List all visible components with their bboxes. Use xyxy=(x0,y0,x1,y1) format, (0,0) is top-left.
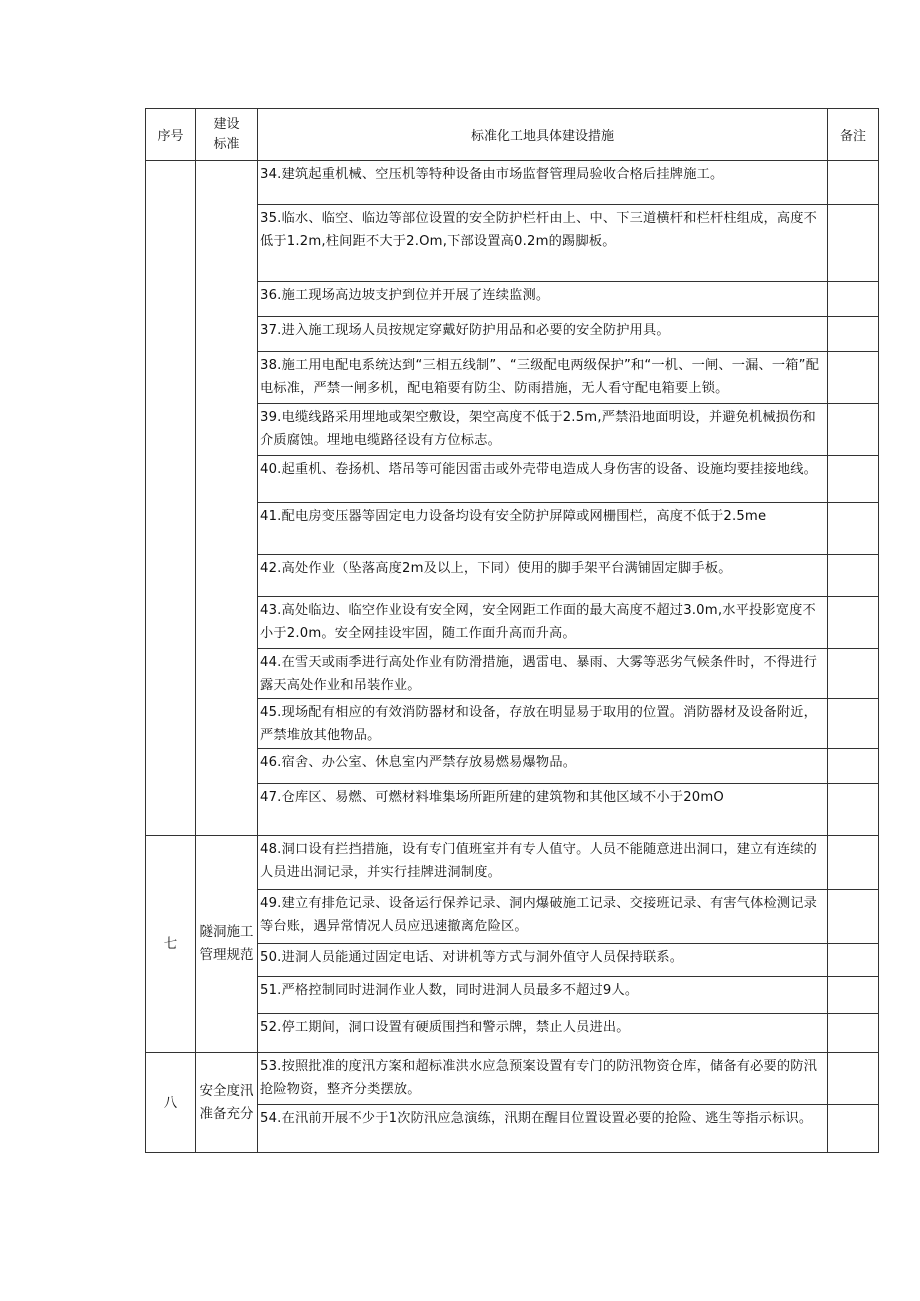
remarks-cell xyxy=(828,784,879,836)
header-standard: 建设 标准 xyxy=(196,109,258,161)
table-body xyxy=(146,161,879,1153)
remarks-cell xyxy=(828,205,879,282)
table-row xyxy=(146,161,879,205)
section-standard: 安全度汛准备充分 xyxy=(196,1053,258,1153)
measure-item: 43.高处临边、临空作业设有安全网，安全网距工作面的最大高度不超过3.0m,水平投影宽度不小于2.0m。安全网挂设牢固，随工作面升高而升高。 xyxy=(258,597,828,649)
measure-item: 37.进入施工现场人员按规定穿戴好防护用品和必要的安全防护用具。 xyxy=(258,317,828,352)
section-number: 八 xyxy=(146,1053,196,1153)
remarks-cell xyxy=(828,404,879,456)
measure-item: 45.现场配有相应的有效消防器材和设备，存放在明显易于取用的位置。消防器材及设备附近，严禁堆放其他物品。 xyxy=(258,699,828,749)
measures-table xyxy=(145,108,879,1153)
remarks-cell xyxy=(828,1105,879,1153)
remarks-cell xyxy=(828,161,879,205)
measure-item: 54.在汛前开展不少于1次防汛应急演练，汛期在醒目位置设置必要的抢险、逃生等指示标识。 xyxy=(258,1105,828,1153)
measure-item: 46.宿舍、办公室、休息室内严禁存放易燃易爆物品。 xyxy=(258,749,828,784)
measure-item: 41.配电房变压器等固定电力设备均设有安全防护屏障或网栅围栏，高度不低于2.5me xyxy=(258,503,828,555)
remarks-cell xyxy=(828,649,879,699)
header-remarks: 备注 xyxy=(828,109,879,161)
section-standard: 隧洞施工管理规范 xyxy=(196,836,258,1053)
measure-item: 39.电缆线路采用埋地或架空敷设，架空高度不低于2.5m,严禁沿地面明设，并避免机械损伤和介质腐蚀。埋地电缆路径设有方位标志。 xyxy=(258,404,828,456)
remarks-cell xyxy=(828,555,879,597)
measure-item: 42.高处作业（坠落高度2m及以上，下同）使用的脚手架平台满铺固定脚手板。 xyxy=(258,555,828,597)
table-row xyxy=(146,836,879,890)
measure-item: 35.临水、临空、临边等部位设置的安全防护栏杆由上、中、下三道横杆和栏杆柱组成，高度不低于1.2m,柱间距不大于2.Om,下部设置高0.2m的踢脚板。 xyxy=(258,205,828,282)
remarks-cell xyxy=(828,977,879,1014)
measure-item: 36.施工现场高边坡支护到位并开展了连续监测。 xyxy=(258,282,828,317)
remarks-cell xyxy=(828,503,879,555)
header-measures: 标准化工地具体建设措施 xyxy=(258,109,828,161)
header-row xyxy=(146,109,879,161)
measure-item: 34.建筑起重机械、空压机等特种设备由市场监督管理局验收合格后挂牌施工。 xyxy=(258,161,828,205)
measures-table-container xyxy=(145,108,878,1153)
measure-item: 48.洞口设有拦挡措施，设有专门值班室并有专人值守。人员不能随意进出洞口，建立有连续的人员进出洞记录，并实行挂牌进洞制度。 xyxy=(258,836,828,890)
remarks-cell xyxy=(828,352,879,404)
remarks-cell xyxy=(828,890,879,944)
remarks-cell xyxy=(828,836,879,890)
measure-item: 52.停工期间，洞口设置有硬质围挡和警示牌，禁止人员进出。 xyxy=(258,1014,828,1053)
remarks-cell xyxy=(828,317,879,352)
remarks-cell xyxy=(828,282,879,317)
remarks-cell xyxy=(828,1053,879,1105)
remarks-cell xyxy=(828,699,879,749)
header-seq: 序号 xyxy=(146,109,196,161)
table-row xyxy=(146,1053,879,1105)
measure-item: 50.进洞人员能通过固定电话、对讲机等方式与洞外值守人员保持联系。 xyxy=(258,944,828,977)
section-number xyxy=(146,161,196,836)
measure-item: 51.严格控制同时进洞作业人数，同时进洞人员最多不超过9人。 xyxy=(258,977,828,1014)
remarks-cell xyxy=(828,456,879,503)
measure-item: 49.建立有排危记录、设备运行保养记录、洞内爆破施工记录、交接班记录、有害气体检测记录等台账，遇异常情况人员应迅速撤离危险区。 xyxy=(258,890,828,944)
measure-item: 38.施工用电配电系统达到“三相五线制”、“三级配电两级保护”和“一机、一闸、一漏、一箱”配电标准，严禁一闸多机，配电箱要有防尘、防雨措施，无人看守配电箱要上锁。 xyxy=(258,352,828,404)
remarks-cell xyxy=(828,597,879,649)
measure-item: 40.起重机、卷扬机、塔吊等可能因雷击或外壳带电造成人身伤害的设备、设施均要挂接地线。 xyxy=(258,456,828,503)
measure-item: 47.仓库区、易燃、可燃材料堆集场所距所建的建筑物和其他区域不小于20mO xyxy=(258,784,828,836)
remarks-cell xyxy=(828,749,879,784)
remarks-cell xyxy=(828,1014,879,1053)
remarks-cell xyxy=(828,944,879,977)
measure-item: 53.按照批准的度汛方案和超标准洪水应急预案设置有专门的防汛物资仓库，储备有必要的防汛抢险物资，整齐分类摆放。 xyxy=(258,1053,828,1105)
section-standard xyxy=(196,161,258,836)
measure-item: 44.在雪天或雨季进行高处作业有防滑措施，遇雷电、暴雨、大雾等恶劣气候条件时，不得进行露天高处作业和吊装作业。 xyxy=(258,649,828,699)
section-number: 七 xyxy=(146,836,196,1053)
